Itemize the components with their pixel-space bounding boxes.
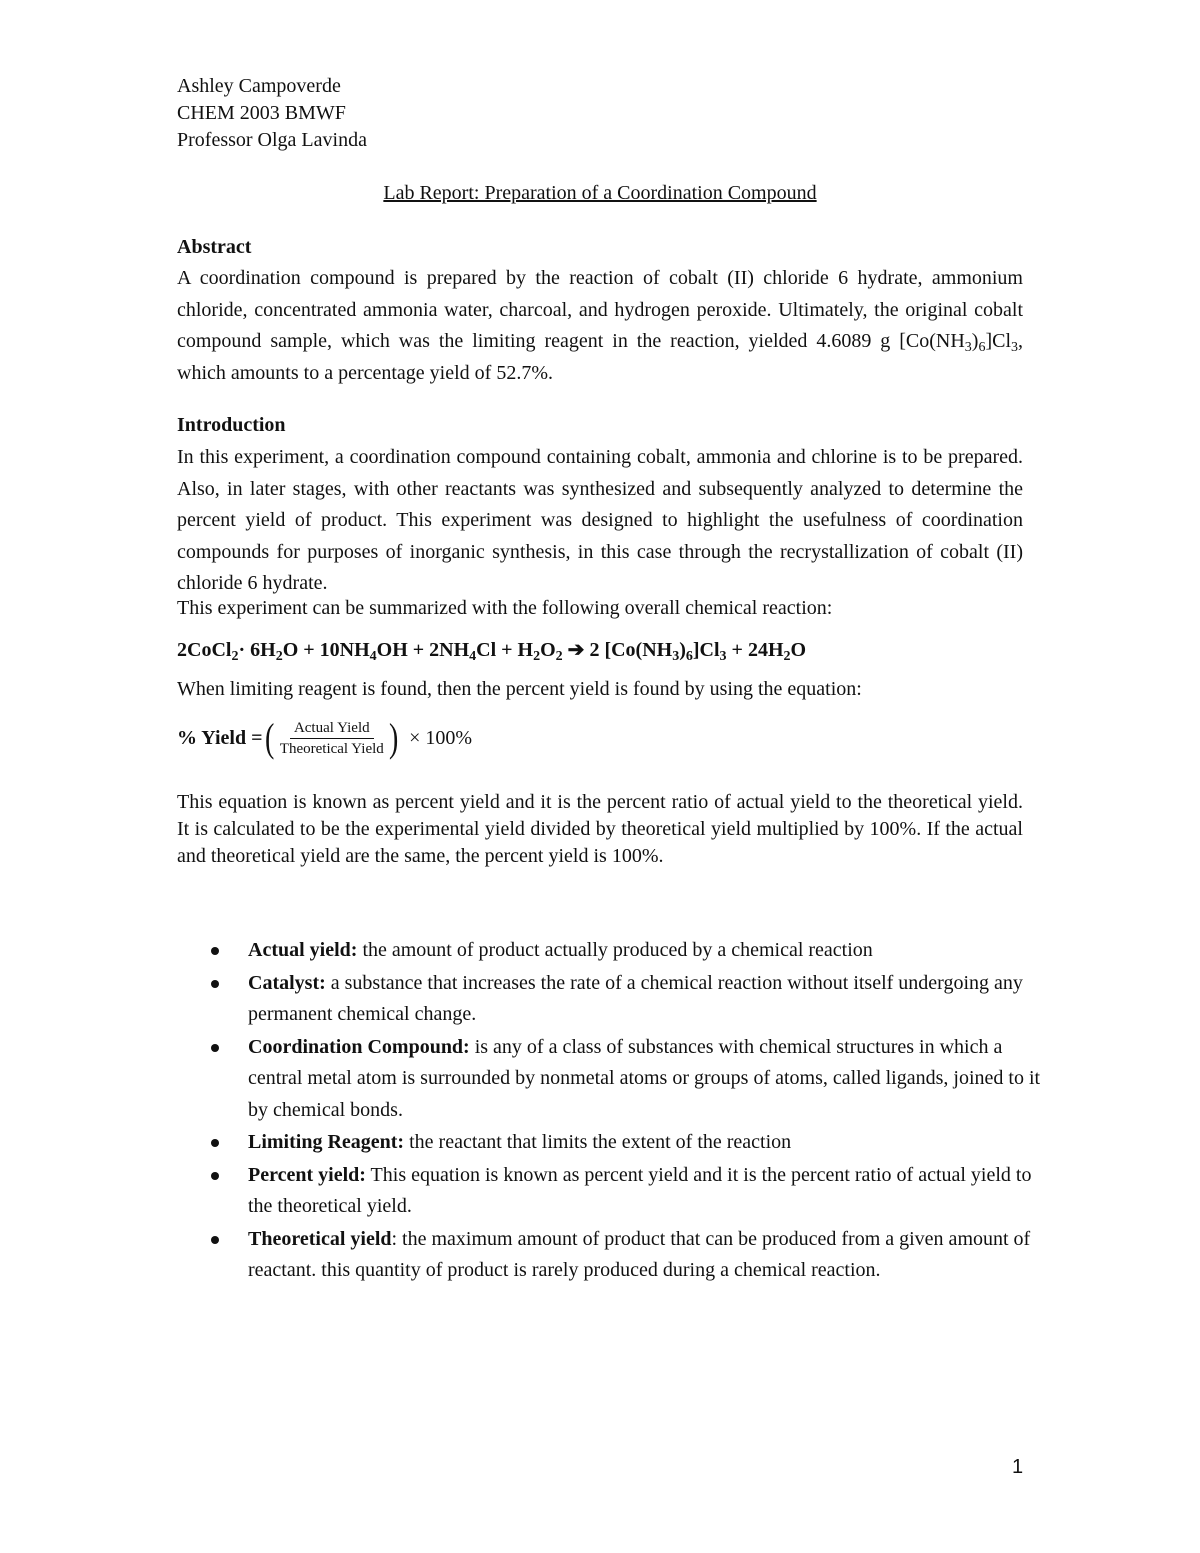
percent-yield-formula	[177, 712, 472, 764]
summary-sentence: This experiment can be summarized with the following overall chemical reaction:	[177, 597, 833, 619]
left-paren: (	[265, 715, 275, 760]
list-item: Theoretical yield: the maximum amount of product that can be produced from a given amount of reactant. this quantity of product is rarely produced during a chemical reaction.	[200, 1224, 1060, 1287]
list-item: Percent yield: This equation is known as percent yield and it is the percent ratio of actual yield to the theoretical yield.	[200, 1160, 1060, 1223]
introduction-heading: Introduction	[177, 414, 286, 436]
list-item: Limiting Reagent: the reactant that limits the extent of the reaction	[200, 1127, 1060, 1159]
page-number: 1	[1012, 1456, 1024, 1478]
professor-name: Professor Olga Lavinda	[177, 129, 367, 151]
course-code: CHEM 2003 BMWF	[177, 102, 346, 124]
author-name: Ashley Campoverde	[177, 75, 341, 97]
list-item: Catalyst: a substance that increases the rate of a chemical reaction without itself undergoing any permanent chemical change.	[200, 968, 1060, 1031]
fraction-denominator: Theoretical Yield	[279, 740, 384, 757]
chemical-reaction-equation: 2CoCl$_2$· $6H_2O + 10NH_4OH + 2NH_4Cl + H_2O_2$ ➔ 2 $[Co(NH_3)_6]Cl_3 + 24H_2O$	[177, 639, 807, 664]
bullet-icon	[211, 980, 219, 988]
abstract-paragraph: A coordination compound is prepared by the reaction of cobalt (II) chloride 6 hydrate, ammonium chloride, concentrated ammonia water, charcoal, and hydrogen peroxide. Ultimately, the original cobalt compound sample, which was the limiting reagent in the reaction, yielded 4.6089 g $[Co(NH_3)_6]Cl_3$, which amounts to a percentage yield of 52.7%.	[177, 267, 1023, 384]
bullet-icon	[211, 947, 219, 955]
formula-rhs: × 100%	[409, 726, 473, 749]
formula-lhs: % Yield =	[177, 726, 263, 749]
bullet-icon	[211, 1139, 219, 1147]
abstract-heading: Abstract	[177, 236, 252, 258]
percent-yield-paragraph: This equation is known as percent yield and it is the percent ratio of actual yield to the theoretical yield. It is calculated to be the experimental yield divided by theoretical yield multiplied by 100%. If the actual and theoretical yield are the same, the percent yield is 100%.	[177, 791, 1023, 867]
yield-equation-intro: When limiting reagent is found, then the percent yield is found by using the equation:	[177, 678, 862, 700]
bullet-icon	[211, 1172, 219, 1180]
definitions-list	[200, 935, 1060, 1288]
yield-fraction	[280, 718, 384, 759]
bullet-icon	[211, 1044, 219, 1052]
bullet-icon	[211, 1236, 219, 1244]
list-item: Coordination Compound: is any of a class of substances with chemical structures in which a central metal atom is surrounded by nonmetal atoms or groups of atoms, called ligands, joined to it by chemical bonds.	[200, 1032, 1060, 1127]
list-item: Actual yield: the amount of product actually produced by a chemical reaction	[200, 935, 1060, 967]
report-title: Lab Report: Preparation of a Coordination Compound	[383, 182, 817, 204]
right-paren: )	[388, 715, 399, 760]
fraction-numerator: Actual Yield	[290, 718, 374, 739]
introduction-paragraph: In this experiment, a coordination compound containing cobalt, ammonia and chlorine is to be prepared. Also, in later stages, with other reactants was synthesized and subsequently analyzed to determine the percent yield of product. This experiment was designed to highlight the usefulness of coordination compounds for purposes of inorganic synthesis, in this case through the recrystallization of cobalt (II) chloride 6 hydrate.	[177, 446, 1023, 594]
